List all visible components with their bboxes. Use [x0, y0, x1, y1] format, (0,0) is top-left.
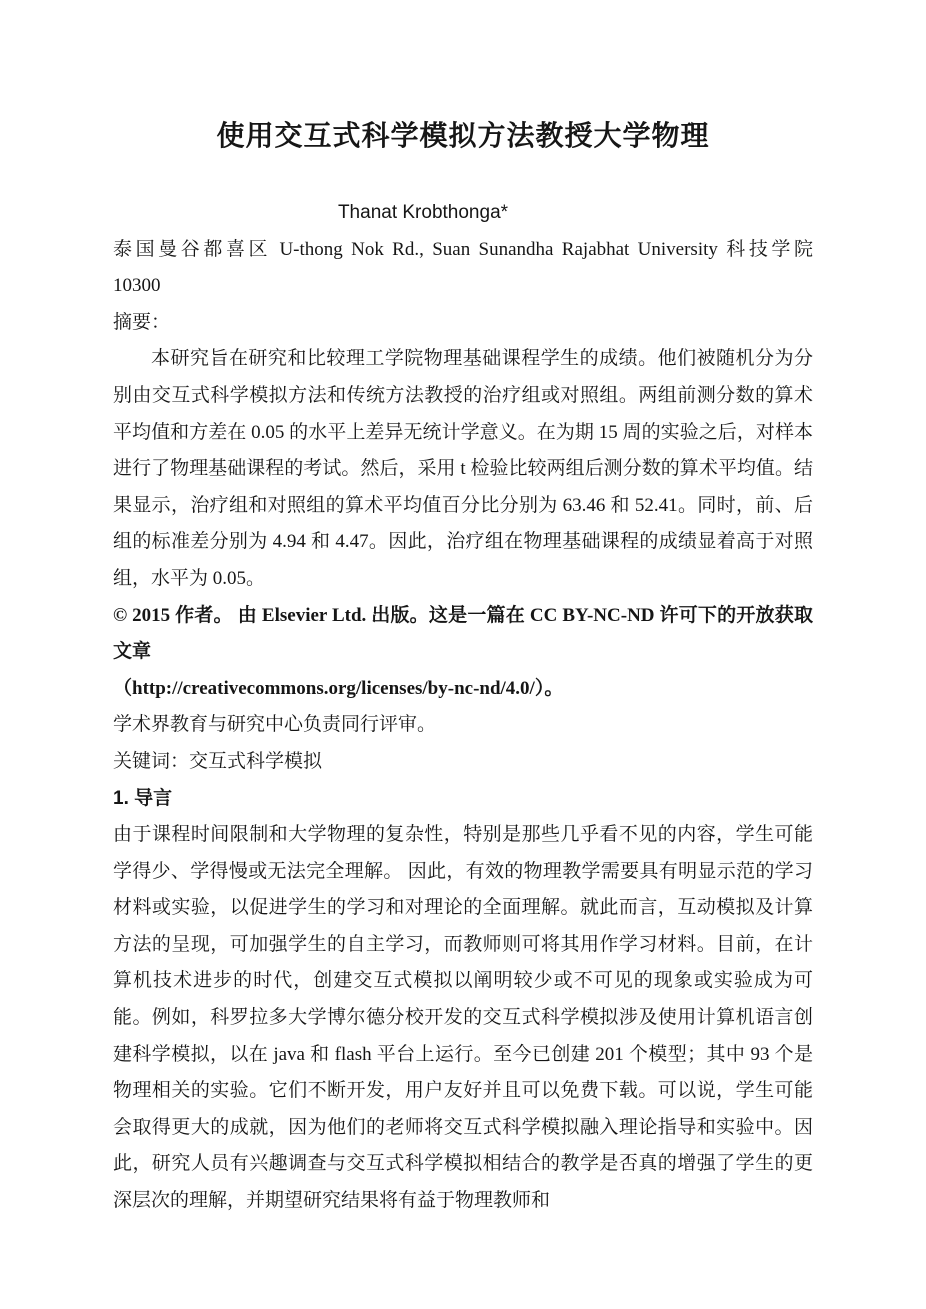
introduction-paragraph: 由于课程时间限制和大学物理的复杂性，特别是那些几乎看不见的内容，学生可能学得少、学得慢或无法完全理解。 因此，有效的物理教学需要具有明显示范的学习材料或实验，以促进学生的学习和对理论的全面理解。就此而言，互动模拟及计算方法的呈现，可加强学生的自主学习，而教师则可将其用作学习材料。目前，在计算机技术进步的时代，创建交互式模拟以阐明较少或不可见的现象或实验成为可能。例如，科罗拉多大学博尔德分校开发的交互式科学模拟涉及使用计算机语言创建科学模拟，以在 java 和 flash 平台上运行。至今已创建 201 个模型；其中 93 个是物理相关的实验。它们不断开发，用户友好并且可以免费下载。可以说，学生可能会取得更大的成就，因为他们的老师将交互式科学模拟融入理论指导和实验中。因此，研究人员有兴趣调查与交互式科学模拟相结合的教学是否真的增强了学生的更深层次的理解，并期望研究结果将有益于物理教师和 [113, 824, 813, 1212]
document-content [113, 119, 813, 1220]
peer-review-note: 学术界教育与研究中心负责同行评审。 [113, 714, 437, 736]
author-name: Thanat Krobthonga* [337, 202, 509, 223]
affiliation-line: 泰国曼谷都喜区 U-thong Nok Rd., Suan Sunandha Rajabhat University 科技学院 [113, 238, 813, 260]
section-heading-introduction: 1. 导言 [113, 787, 173, 809]
keywords-line: 关键词：交互式科学模拟 [113, 750, 323, 772]
abstract-label: 摘要： [113, 311, 171, 333]
license-url-line: （http://creativecommons.org/licenses/by-nc-nd/4.0/）。 [113, 677, 564, 699]
abstract-paragraph: 本研究旨在研究和比较理工学院物理基础课程学生的成绩。他们被随机分为分别由交互式科学模拟方法和传统方法教授的治疗组或对照组。两组前测分数的算术平均值和方差在 0.05 的水平上差异无统计学意义。在为期 15 周的实验之后，对样本进行了物理基础课程的考试。然后，采用 t 检验比较两组后测分数的算术平均值。结果显示，治疗组和对照组的算术平均值百分比分别为 63.46 和 52.41。同时，前、后组的标准差分别为 4.94 和 4.47。因此，治疗组在物理基础课程的成绩显着高于对照组，水平为 0.05。 [113, 348, 813, 589]
copyright-paragraph: © 2015 作者。 由 Elsevier Ltd. 出版。这是一篇在 CC BY-NC-ND 许可下的开放获取文章 [113, 604, 813, 663]
affiliation-postal-code: 10300 [113, 275, 161, 297]
page-title: 使用交互式科学模拟方法教授大学物理 [216, 121, 710, 152]
